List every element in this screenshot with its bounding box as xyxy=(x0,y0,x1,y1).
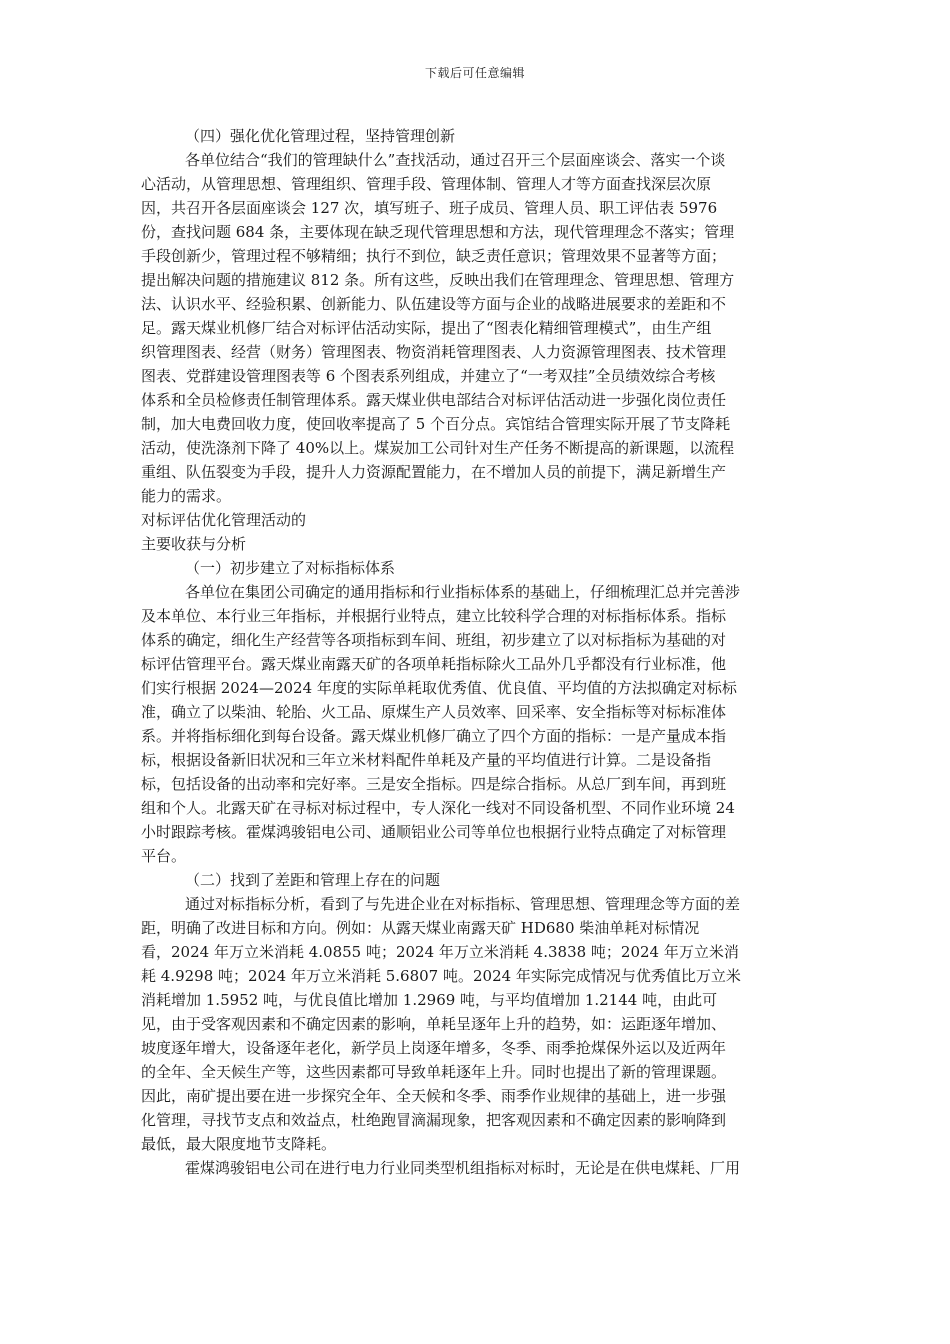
paragraph-line: 耗 4.9298 吨；2024 年万立米消耗 5.6807 吨。2024 年实际完成情况与优秀值比万立米 xyxy=(141,967,741,985)
paragraph-line: 消耗增加 1.5952 吨，与优良值比增加 1.2969 吨，与平均值增加 1.2144 吨，由此可 xyxy=(141,991,718,1009)
paragraph-line: 系。并将指标细化到每台设备。露天煤业机修厂确立了四个方面的指标：一是产量成本指 xyxy=(141,727,727,745)
section-heading-2: （二）找到了差距和管理上存在的问题 xyxy=(185,871,441,889)
paragraph-line: 霍煤鸿骏铝电公司在进行电力行业同类型机组指标对标时，无论是在供电煤耗、厂用 xyxy=(185,1159,741,1177)
paragraph-line: 组和个人。北露天矿在寻标对标过程中，专人深化一线对不同设备机型、不同作业环境 24 xyxy=(141,799,735,817)
paragraph-line: 小时跟踪考核。霍煤鸿骏铝电公司、通顺铝业公司等单位也根据行业特点确定了对标管理 xyxy=(141,823,727,841)
paragraph-line: 体系的确定，细化生产经营等各项指标到车间、班组，初步建立了以对标指标为基础的对 xyxy=(141,631,727,649)
paragraph-line: 活动，使洗涤剂下降了 40%以上。煤炭加工公司针对生产任务不断提高的新课题，以流程 xyxy=(141,439,735,457)
paragraph-line: 见，由于受客观因素和不确定因素的影响，单耗呈逐年上升的趋势，如：运距逐年增加、 xyxy=(141,1015,727,1033)
paragraph-line: 图表、党群建设管理图表等 6 个图表系列组成，并建立了“一考双挂”全员绩效综合考核 xyxy=(141,367,716,385)
paragraph-line: 各单位结合“我们的管理缺什么”查找活动，通过召开三个层面座谈会、落实一个谈 xyxy=(185,151,726,169)
paragraph-line: 看，2024 年万立米消耗 4.0855 吨；2024 年万立米消耗 4.3838 吨；2024 年万立米消 xyxy=(141,943,739,961)
chapter-heading: 对标评估优化管理活动的 xyxy=(141,511,307,529)
paragraph-line: 通过对标指标分析，看到了与先进企业在对标指标、管理思想、管理理念等方面的差 xyxy=(185,895,741,913)
paragraph-line: 标，根据设备新旧状况和三年立米材料配件单耗及产量的平均值进行计算。二是设备指 xyxy=(141,751,712,769)
paragraph-line: 准，确立了以柴油、轮胎、火工品、原煤生产人员效率、回采率、安全指标等对标标准体 xyxy=(141,703,727,721)
paragraph-line: 制，加大电费回收力度，使回收率提高了 5 个百分点。宾馆结合管理实际开展了节支降耗 xyxy=(141,415,731,433)
paragraph-line: 及本单位、本行业三年指标，并根据行业特点，建立比较科学合理的对标指标体系。指标 xyxy=(141,607,727,625)
paragraph-line: 法、认识水平、经验积累、创新能力、队伍建设等方面与企业的战略进展要求的差距和不 xyxy=(141,295,727,313)
paragraph-line: 提出解决问题的措施建议 812 条。所有这些，反映出我们在管理理念、管理思想、管理方 xyxy=(141,271,735,289)
paragraph-line: 坡度逐年增大，设备逐年老化，新学员上岗逐年增多，冬季、雨季抢煤保外运以及近两年 xyxy=(141,1039,727,1057)
paragraph-line: 份，查找问题 684 条，主要体现在缺乏现代管理思想和方法，现代管理理念不落实；管理 xyxy=(141,223,735,241)
paragraph-line: 因此，南矿提出要在进一步探究全年、全天候和冬季、雨季作业规律的基础上，进一步强 xyxy=(141,1087,727,1105)
document-body xyxy=(141,124,801,1180)
section-heading-1: （一）初步建立了对标指标体系 xyxy=(185,559,396,577)
paragraph-line: 能力的需求。 xyxy=(141,487,232,505)
paragraph-line: 心活动，从管理思想、管理组织、管理手段、管理体制、管理人才等方面查找深层次原 xyxy=(141,175,712,193)
chapter-heading: 主要收获与分析 xyxy=(141,535,247,553)
paragraph-line: 手段创新少，管理过程不够精细；执行不到位，缺乏责任意识；管理效果不显著等方面； xyxy=(141,247,727,265)
paragraph-line: 的全年、全天候生产等，这些因素都可导致单耗逐年上升。同时也提出了新的管理课题。 xyxy=(141,1063,727,1081)
download-note: 下载后可任意编辑 xyxy=(424,66,525,80)
paragraph-line: 最低，最大限度地节支降耗。 xyxy=(141,1135,337,1153)
paragraph-line: 化管理，寻找节支点和效益点，杜绝跑冒滴漏现象，把客观因素和不确定因素的影响降到 xyxy=(141,1111,727,1129)
paragraph-line: 距，明确了改进目标和方向。例如：从露天煤业南露天矿 HD680 柴油单耗对标情况 xyxy=(141,919,700,937)
paragraph-line: 因，共召开各层面座谈会 127 次，填写班子、班子成员、管理人员、职工评估表 5976 xyxy=(141,199,718,217)
paragraph-line: 织管理图表、经营（财务）管理图表、物资消耗管理图表、人力资源管理图表、技术管理 xyxy=(141,343,727,361)
paragraph-line: 体系和全员检修责任制管理体系。露天煤业供电部结合对标评估活动进一步强化岗位责任 xyxy=(141,391,727,409)
paragraph-line: 重组、队伍裂变为手段，提升人力资源配置能力，在不增加人员的前提下，满足新增生产 xyxy=(141,463,727,481)
section-heading-4: （四）强化优化管理过程，坚持管理创新 xyxy=(185,127,456,145)
paragraph-line: 足。露天煤业机修厂结合对标评估活动实际，提出了“图表化精细管理模式”，由生产组 xyxy=(141,319,712,337)
paragraph-line: 们实行根据 2024—2024 年度的实际单耗取优秀值、优良值、平均值的方法拟确定对标标 xyxy=(141,679,737,697)
paragraph-line: 标，包括设备的出动率和完好率。三是安全指标。四是综合指标。从总厂到车间，再到班 xyxy=(141,775,727,793)
paragraph-line: 标评估管理平台。露天煤业南露天矿的各项单耗指标除火工品外几乎都没有行业标准，他 xyxy=(141,655,727,673)
paragraph-line: 平台。 xyxy=(141,847,187,865)
paragraph-line: 各单位在集团公司确定的通用指标和行业指标体系的基础上，仔细梳理汇总并完善涉 xyxy=(185,583,741,601)
